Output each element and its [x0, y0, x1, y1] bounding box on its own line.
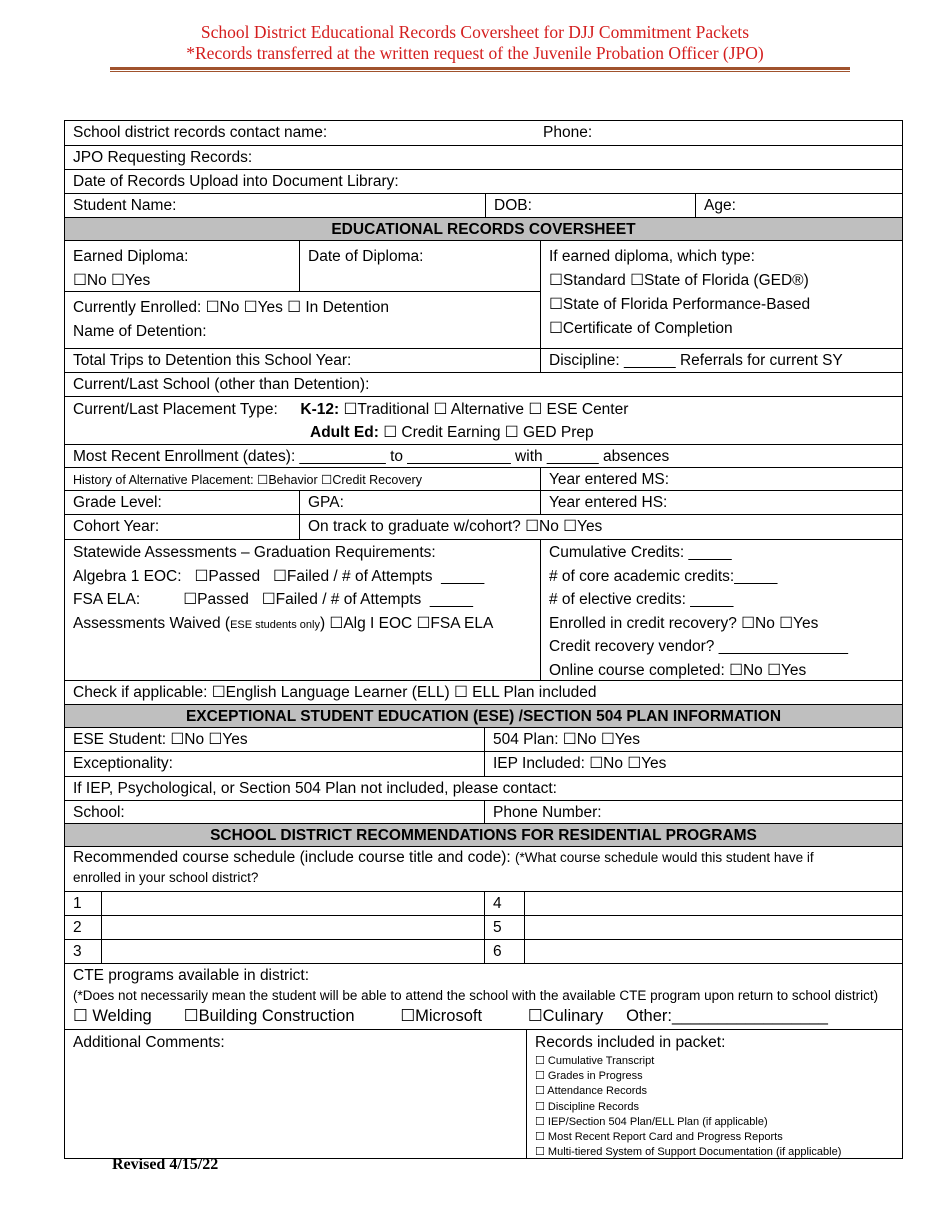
revised-date: Revised 4/15/22 — [112, 1156, 219, 1173]
row-ese-student — [65, 727, 902, 751]
assessments-title: Statewide Assessments – Graduation Requirements: — [73, 544, 436, 561]
page-subtitle: *Records transferred at the written request of the Juvenile Probation Officer (JPO) — [186, 43, 764, 63]
course-row — [65, 939, 902, 963]
cte-note: (*Does not necessarily mean the student will be able to attend the school with the available CTE program upon return to school district) — [73, 988, 879, 1003]
row-comments — [65, 1029, 902, 1158]
ese-student-options[interactable]: ESE Student: ☐No ☐Yes — [73, 731, 248, 748]
online-course-options[interactable]: Online course completed: ☐No ☐Yes — [549, 661, 807, 679]
discipline-field[interactable]: Discipline: ______ Referrals for current SY — [540, 349, 902, 372]
assessments-waived-note: ESE students only — [230, 618, 320, 631]
row-trips — [65, 348, 902, 372]
credits-cell — [540, 540, 902, 680]
plan-504-options[interactable]: 504 Plan: ☐No ☐Yes — [484, 728, 902, 751]
year-hs-field[interactable]: Year entered HS: — [540, 491, 902, 514]
records-item[interactable]: ☐ Cumulative Transcript — [535, 1055, 655, 1067]
earned-diploma-options[interactable]: ☐No ☐Yes — [73, 272, 151, 289]
gpa-field[interactable]: GPA: — [299, 491, 540, 514]
diploma-subrow — [65, 241, 540, 291]
contact-name-field[interactable]: School district records contact name: — [73, 124, 328, 141]
course-entry-left[interactable] — [101, 892, 484, 915]
coversheet-form — [64, 120, 903, 1159]
cte-options[interactable]: ☐ Welding ☐Building Construction ☐Microsoft ☐Culinary Other:_________________ — [73, 1007, 828, 1025]
cte-cell — [65, 964, 902, 1029]
records-item[interactable]: ☐ IEP/Section 504 Plan/ELL Plan (if applicable) — [535, 1115, 768, 1128]
row-contact-if-missing — [65, 776, 902, 800]
earned-diploma-label: Earned Diploma: — [73, 248, 189, 265]
course-number-left: 1 — [73, 895, 82, 912]
course-schedule-cell — [65, 847, 902, 891]
ese-heading: EXCEPTIONAL STUDENT EDUCATION (ESE) /SECTION 504 PLAN INFORMATION — [185, 708, 782, 725]
placement-line-adult — [73, 421, 894, 444]
course-row — [65, 915, 902, 939]
course-number-left: 3 — [73, 943, 82, 960]
course-number-right: 4 — [484, 892, 524, 915]
algebra-eoc-options[interactable]: Algebra 1 EOC: ☐Passed ☐Failed / # of Attempts _____ — [73, 567, 485, 585]
course-entry-right[interactable] — [524, 940, 902, 963]
ell-options[interactable]: Check if applicable: ☐English Language Learner (ELL) ☐ ELL Plan included — [73, 684, 597, 701]
missing-plan-contact-label: If IEP, Psychological, or Section 504 Plan not included, please contact: — [73, 780, 557, 797]
course-number-right: 6 — [484, 940, 524, 963]
row-recent-enrollment — [65, 444, 902, 467]
records-item[interactable]: ☐ Grades in Progress — [535, 1070, 643, 1083]
enrollment-cell — [65, 291, 540, 348]
age-field[interactable]: Age: — [695, 194, 902, 217]
course-schedule-note-a: (*What course schedule would this student have if — [515, 850, 814, 865]
placement-line-k12 — [73, 398, 894, 421]
recent-enrollment-field[interactable]: Most Recent Enrollment (dates): __________ to ____________ with ______ absences — [73, 448, 670, 465]
row-assessments — [65, 539, 902, 680]
page-header — [0, 22, 950, 64]
row-upload-date — [65, 169, 902, 193]
row-contact — [65, 121, 902, 145]
row-course-schedule — [65, 846, 902, 891]
k12-options[interactable]: ☐Traditional ☐ Alternative ☐ ESE Center — [343, 401, 629, 418]
row-school — [65, 800, 902, 823]
row-placement — [65, 396, 902, 444]
row-current-school — [65, 372, 902, 396]
cte-title: CTE programs available in district: — [73, 967, 310, 984]
additional-comments-field[interactable]: Additional Comments: — [73, 1034, 225, 1051]
records-item[interactable]: ☐ Discipline Records — [535, 1100, 640, 1113]
row-jpo — [65, 145, 902, 169]
name-of-detention-field[interactable]: Name of Detention: — [73, 323, 207, 340]
assessments-waived-label: Assessments Waived ( — [73, 614, 231, 632]
diploma-type-cell — [540, 241, 902, 348]
section-heading-rec — [65, 823, 902, 846]
exceptionality-field[interactable]: Exceptionality: — [73, 755, 173, 772]
year-ms-field[interactable]: Year entered MS: — [540, 468, 902, 490]
page-title: School District Educational Records Coversheet for DJJ Commitment Packets — [200, 22, 750, 42]
iep-included-options[interactable]: IEP Included: ☐No ☐Yes — [484, 752, 902, 776]
placement-cell — [65, 397, 902, 444]
placement-type-label: Current/Last Placement Type: — [73, 401, 278, 418]
jpo-field[interactable]: JPO Requesting Records: — [73, 149, 253, 166]
row-student — [65, 193, 902, 217]
row-cohort — [65, 514, 902, 539]
student-name-field[interactable]: Student Name: — [73, 197, 177, 214]
current-school-field[interactable]: Current/Last School (other than Detention): — [73, 376, 370, 393]
diploma-type-options-1[interactable]: ☐Standard ☐State of Florida (GED®) — [549, 272, 809, 289]
fsa-ela-options[interactable]: FSA ELA: ☐Passed ☐Failed / # of Attempts _____ — [73, 591, 473, 608]
records-title: Records included in packet: — [535, 1034, 726, 1051]
elective-credits-field[interactable]: # of elective credits: _____ — [549, 591, 734, 608]
section-heading-ese — [65, 704, 902, 727]
row-diploma-block — [65, 240, 902, 348]
row-ell — [65, 680, 902, 704]
credit-recovery-options[interactable]: Enrolled in credit recovery? ☐No ☐Yes — [549, 614, 819, 632]
row-exceptionality — [65, 751, 902, 776]
total-trips-field[interactable]: Total Trips to Detention this School Year: — [73, 352, 352, 369]
course-row — [65, 891, 902, 915]
on-track-options[interactable]: On track to graduate w/cohort? ☐No ☐Yes — [299, 515, 902, 539]
course-entry-left[interactable] — [101, 916, 484, 939]
assessments-cell — [65, 540, 540, 680]
course-schedule-note-b: enrolled in your school district? — [73, 870, 259, 885]
assessments-waived[interactable] — [73, 612, 532, 638]
contact-school-field[interactable]: School: — [73, 804, 125, 821]
course-entry-left[interactable] — [101, 940, 484, 963]
adult-ed-label: Adult Ed: — [310, 424, 379, 441]
rec-heading: SCHOOL DISTRICT RECOMMENDATIONS FOR RESIDENTIAL PROGRAMS — [210, 827, 757, 844]
adult-ed-options[interactable]: ☐ Credit Earning ☐ GED Prep — [383, 424, 594, 441]
contact-phone-field[interactable]: Phone: — [543, 124, 593, 141]
dob-field[interactable]: DOB: — [485, 194, 695, 217]
grade-level-field[interactable]: Grade Level: — [73, 494, 162, 511]
date-of-diploma-field[interactable]: Date of Diploma: — [299, 241, 540, 291]
currently-enrolled-options[interactable]: Currently Enrolled: ☐No ☐Yes ☐ In Detention — [73, 299, 389, 316]
cohort-year-field[interactable]: Cohort Year: — [73, 518, 160, 535]
course-number-right: 5 — [484, 916, 524, 939]
edu-heading: EDUCATIONAL RECORDS COVERSHEET — [331, 221, 636, 238]
header-rule — [110, 67, 850, 70]
upload-date-field[interactable]: Date of Records Upload into Document Library: — [73, 173, 399, 190]
diploma-type-options-2[interactable]: ☐State of Florida Performance-Based — [549, 296, 811, 313]
diploma-type-label: If earned diploma, which type: — [549, 248, 755, 265]
row-alt-history — [65, 467, 902, 490]
section-heading-edu — [65, 217, 902, 240]
core-credits-field[interactable]: # of core academic credits:_____ — [549, 567, 778, 585]
records-item[interactable]: ☐ Most Recent Report Card and Progress Reports — [535, 1131, 783, 1144]
row-cte — [65, 963, 902, 1029]
cumulative-credits-field[interactable]: Cumulative Credits: _____ — [549, 544, 732, 561]
course-entry-right[interactable] — [524, 892, 902, 915]
alt-history-options[interactable]: History of Alternative Placement: ☐Behavior ☐Credit Recovery — [73, 473, 422, 487]
header-rule-thin — [110, 71, 850, 72]
course-schedule-label: Recommended course schedule (include course title and code): — [73, 849, 515, 866]
row-grade — [65, 490, 902, 514]
records-item[interactable]: ☐ Attendance Records — [535, 1085, 647, 1098]
diploma-left — [65, 241, 540, 348]
assessments-waived-options[interactable]: ) ☐Alg I EOC ☐FSA ELA — [319, 614, 494, 632]
k12-label: K-12: — [300, 401, 340, 418]
earned-diploma-cell — [65, 241, 299, 291]
course-number-left: 2 — [73, 919, 82, 936]
records-cell — [526, 1030, 902, 1158]
records-item[interactable]: ☐ Multi-tiered System of Support Documentation (if applicable) — [535, 1146, 842, 1158]
course-entry-right[interactable] — [524, 916, 902, 939]
diploma-type-options-3[interactable]: ☐Certificate of Completion — [549, 320, 733, 337]
credit-recovery-vendor-field[interactable]: Credit recovery vendor? _______________ — [549, 638, 849, 655]
contact-phone-number-field[interactable]: Phone Number: — [484, 801, 902, 823]
